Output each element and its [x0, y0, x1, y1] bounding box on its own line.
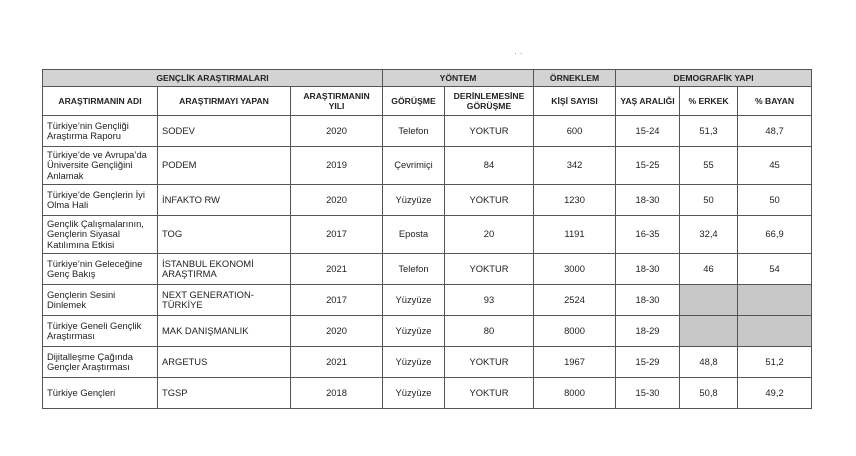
cell-conductor: TOG: [158, 216, 291, 254]
cell-indepth: 20: [445, 216, 534, 254]
cell-name: Gençlik Çalışmalarının, Gençlerin Siyasal Katılımına Etkisi: [43, 216, 158, 254]
group-header-method: YÖNTEM: [383, 70, 534, 87]
cell-count: 2524: [534, 285, 616, 316]
cell-indepth: YOKTUR: [445, 347, 534, 378]
cell-name: Türkiye’de Gençlerin İyi Olma Hali: [43, 185, 158, 216]
cell-male: 48,8: [680, 347, 738, 378]
column-header-name: ARAŞTIRMANIN ADI: [43, 87, 158, 116]
cell-interview: Yüzyüze: [383, 347, 445, 378]
cell-year: 2020: [291, 185, 383, 216]
column-header-conductor: ARAŞTIRMAYI YAPAN: [158, 87, 291, 116]
cell-year: 2019: [291, 147, 383, 185]
cell-age: 18-30: [616, 254, 680, 285]
cell-conductor: ARGETUS: [158, 347, 291, 378]
cell-age: 15-30: [616, 378, 680, 409]
table-row: [43, 378, 812, 409]
cell-conductor: İNFAKTO RW: [158, 185, 291, 216]
cell-interview: Telefon: [383, 116, 445, 147]
cell-count: 3000: [534, 254, 616, 285]
cell-name: Türkiye Geneli Gençlik Araştırması: [43, 316, 158, 347]
cell-male: 55: [680, 147, 738, 185]
cell-conductor: MAK DANIŞMANLIK: [158, 316, 291, 347]
cell-male: 32,4: [680, 216, 738, 254]
group-header-research: GENÇLİK ARAŞTIRMALARI: [43, 70, 383, 87]
cell-female: [738, 285, 812, 316]
cell-year: 2020: [291, 316, 383, 347]
cell-year: 2017: [291, 216, 383, 254]
cell-age: 18-30: [616, 185, 680, 216]
column-header-indepth: DERİNLEMESİNE GÖRÜŞME: [445, 87, 534, 116]
group-header-row: [43, 70, 812, 87]
cell-age: 15-25: [616, 147, 680, 185]
cell-male: [680, 316, 738, 347]
cell-count: 8000: [534, 316, 616, 347]
cell-indepth: YOKTUR: [445, 116, 534, 147]
cell-interview: Telefon: [383, 254, 445, 285]
youth-research-table: [42, 69, 812, 409]
cell-name: Türkiye’nin Geleceğine Genç Bakış: [43, 254, 158, 285]
cell-indepth: YOKTUR: [445, 185, 534, 216]
cell-interview: Yüzyüze: [383, 185, 445, 216]
cell-name: Gençlerin Sesini Dinlemek: [43, 285, 158, 316]
cell-year: 2017: [291, 285, 383, 316]
group-header-sample: ÖRNEKLEM: [534, 70, 616, 87]
table-row: [43, 147, 812, 185]
group-header-demographic: DEMOGRAFİK YAPI: [616, 70, 812, 87]
column-header-male: % ERKEK: [680, 87, 738, 116]
column-header-female: % BAYAN: [738, 87, 812, 116]
cell-interview: Yüzyüze: [383, 285, 445, 316]
table-row: [43, 185, 812, 216]
cell-male: 50: [680, 185, 738, 216]
cell-interview: Yüzyüze: [383, 378, 445, 409]
cell-indepth: YOKTUR: [445, 378, 534, 409]
cell-female: 49,2: [738, 378, 812, 409]
cell-conductor: SODEV: [158, 116, 291, 147]
cell-male: 46: [680, 254, 738, 285]
cell-conductor: NEXT GENERATION-TÜRKİYE: [158, 285, 291, 316]
cell-female: 66,9: [738, 216, 812, 254]
cell-count: 342: [534, 147, 616, 185]
column-header-count: KİŞİ SAYISI: [534, 87, 616, 116]
cell-conductor: İSTANBUL EKONOMİ ARAŞTIRMA: [158, 254, 291, 285]
cell-male: [680, 285, 738, 316]
cell-female: 48,7: [738, 116, 812, 147]
cell-indepth: 80: [445, 316, 534, 347]
cell-year: 2018: [291, 378, 383, 409]
cell-count: 8000: [534, 378, 616, 409]
cell-indepth: 84: [445, 147, 534, 185]
cell-age: 15-29: [616, 347, 680, 378]
cell-female: 54: [738, 254, 812, 285]
cell-name: Türkiye’nin Gençliği Araştırma Raporu: [43, 116, 158, 147]
table-row: [43, 347, 812, 378]
cell-female: [738, 316, 812, 347]
cell-indepth: 93: [445, 285, 534, 316]
column-header-age: YAŞ ARALIĞI: [616, 87, 680, 116]
decorative-mark: · ·: [514, 48, 523, 58]
cell-interview: Çevrimiçi: [383, 147, 445, 185]
table-row: [43, 285, 812, 316]
cell-male: 50,8: [680, 378, 738, 409]
cell-age: 16-35: [616, 216, 680, 254]
cell-count: 1191: [534, 216, 616, 254]
cell-age: 18-29: [616, 316, 680, 347]
column-header-interview: GÖRÜŞME: [383, 87, 445, 116]
cell-count: 1230: [534, 185, 616, 216]
cell-female: 51,2: [738, 347, 812, 378]
cell-male: 51,3: [680, 116, 738, 147]
column-header-row: [43, 87, 812, 116]
table-row: [43, 216, 812, 254]
cell-age: 15-24: [616, 116, 680, 147]
cell-female: 45: [738, 147, 812, 185]
cell-age: 18-30: [616, 285, 680, 316]
cell-name: Dijitalleşme Çağında Gençler Araştırması: [43, 347, 158, 378]
table-row: [43, 116, 812, 147]
cell-year: 2020: [291, 116, 383, 147]
cell-female: 50: [738, 185, 812, 216]
table-row: [43, 254, 812, 285]
cell-year: 2021: [291, 347, 383, 378]
cell-indepth: YOKTUR: [445, 254, 534, 285]
cell-name: Türkiye’de ve Avrupa’da Üniversite Gençliğini Anlamak: [43, 147, 158, 185]
table-row: [43, 316, 812, 347]
cell-year: 2021: [291, 254, 383, 285]
cell-name: Türkiye Gençleri: [43, 378, 158, 409]
cell-conductor: PODEM: [158, 147, 291, 185]
cell-count: 600: [534, 116, 616, 147]
column-header-year: ARAŞTIRMANIN YILI: [291, 87, 383, 116]
cell-interview: Eposta: [383, 216, 445, 254]
cell-interview: Yüzyüze: [383, 316, 445, 347]
cell-conductor: TGSP: [158, 378, 291, 409]
cell-count: 1967: [534, 347, 616, 378]
